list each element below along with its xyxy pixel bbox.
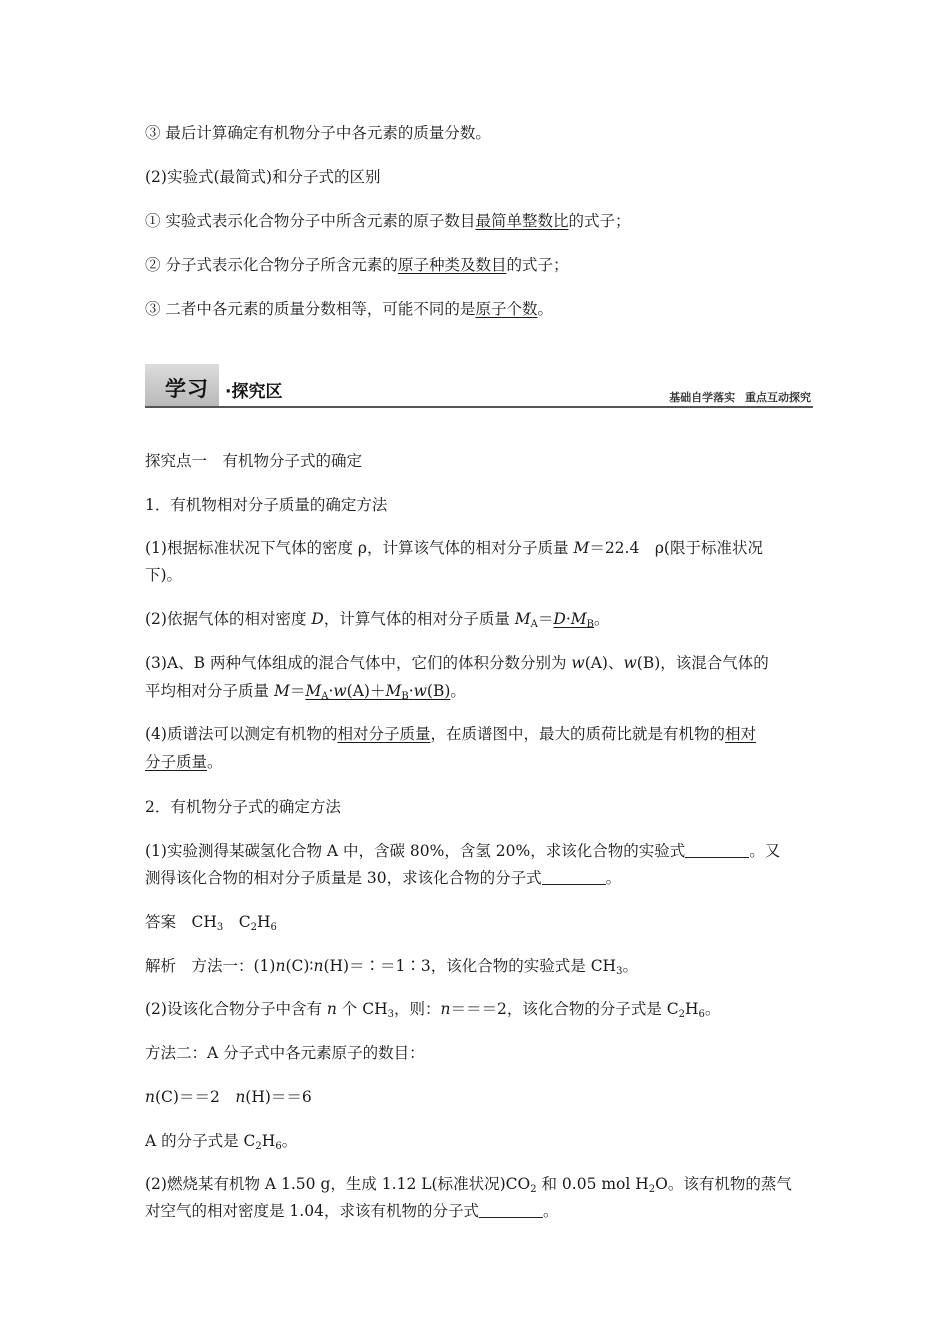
question-2-line: (2)燃烧某有机物 A 1.50 g，生成 1.12 L(标准状况)$CO_2$ 和 0.05 mol $H_2O$。该有机物的蒸气 [145,1175,792,1195]
mixture-line-cont: 平均相对分子质量 $M=M_A\cdot w(A)+M_B\cdot w(B)$。 [145,682,466,702]
question-1-line-cont: 测得该化合物的相对分子质量是 30，求该化合物的分子式 。 [145,869,622,887]
method-1-heading: 1．有机物相对分子质量的确定方法 [145,496,388,514]
answer-underline: 原子个数 [475,300,538,318]
empirical-formula-line: ① 实验式表示化合物分子中所含元素的原子数目最简单整数比的式子； [145,212,631,230]
question-2-line-cont: 对空气的相对密度是 1.04，求该有机物的分子式 。 [145,1202,559,1220]
answer-underline: 分子质量 [145,753,208,771]
answer-underline: 原子种类及数目 [397,256,507,274]
header-divider [145,406,813,408]
header-title: 学习 [165,377,209,401]
analysis-line-2: (2)设该化合物分子中含有 n 个 $CH_3$，则：n＝＝＝2，该化合物的分子式是 $C_2H_6$。 [145,1000,721,1020]
mixture-line: (3)A、B 两种气体组成的混合气体中，它们的体积分数分别为 w(A)、w(B)，该混合气体的 [145,654,769,672]
density-line-cont: 下)。 [145,566,183,584]
molecular-formula-result: A 的分子式是 $C_2H_6$。 [145,1132,298,1152]
method-2-heading: 2．有机物分子式的确定方法 [145,798,341,816]
relative-density-line: (2)依据气体的相对密度 D，计算气体的相对分子质量 $M_A=D\cdot M_B$。 [145,610,610,630]
step-3-line: ③ 最后计算确定有机物分子中各元素的质量分数。 [145,124,491,142]
density-line: (1)根据标准状况下气体的密度 ρ，计算该气体的相对分子质量 M＝22.4 ρ(限于标准状况 [145,539,763,557]
answer-underline: $D\cdot M_B$ [553,610,594,630]
header-subtitle: ·探究区 [225,382,283,402]
answer-line: 答案 $CH_3$ $C_2H_6$ [145,913,277,933]
answer-blank [479,1203,543,1218]
answer-underline: 相对 [725,725,757,743]
difference-line: ③ 二者中各元素的质量分数相等，可能不同的是原子个数。 [145,300,553,318]
answer-underline: $M_A\cdot w(A)+M_B\cdot w(B)$ [305,682,451,702]
question-1-line: (1)实验测得某碳氢化合物 A 中，含碳 80%，含氢 20%，求该化合物的实验式 。又 [145,842,781,860]
mass-spec-line-cont: 分子质量。 [145,753,223,771]
header-tagline: 基础自学落实 重点互动探究 [669,391,811,404]
analysis-line-1: 解析 方法一：(1)n(C)∶n(H)＝∶＝1∶3，该化合物的实验式是 $CH_3$。 [145,957,638,977]
answer-blank [542,870,606,885]
molecular-formula-line: ② 分子式表示化合物分子所含元素的原子种类及数目的式子； [145,256,569,274]
answer-underline: 相对分子质量 [337,725,431,743]
section-header [145,364,813,408]
method-2-line: 方法二：A 分子式中各元素原子的数目： [145,1044,425,1062]
topic-title: 探究点一 有机物分子式的确定 [145,452,363,470]
mass-spec-line: (4)质谱法可以测定有机物的相对分子质量，在质谱图中，最大的质荷比就是有机物的相对 [145,725,757,743]
atom-count-line: n(C)＝＝2 n(H)＝＝6 [145,1088,312,1106]
answer-underline: 最简单整数比 [475,212,569,230]
answer-blank [685,843,749,858]
subheading-2-line: (2)实验式(最简式)和分子式的区别 [145,168,381,186]
